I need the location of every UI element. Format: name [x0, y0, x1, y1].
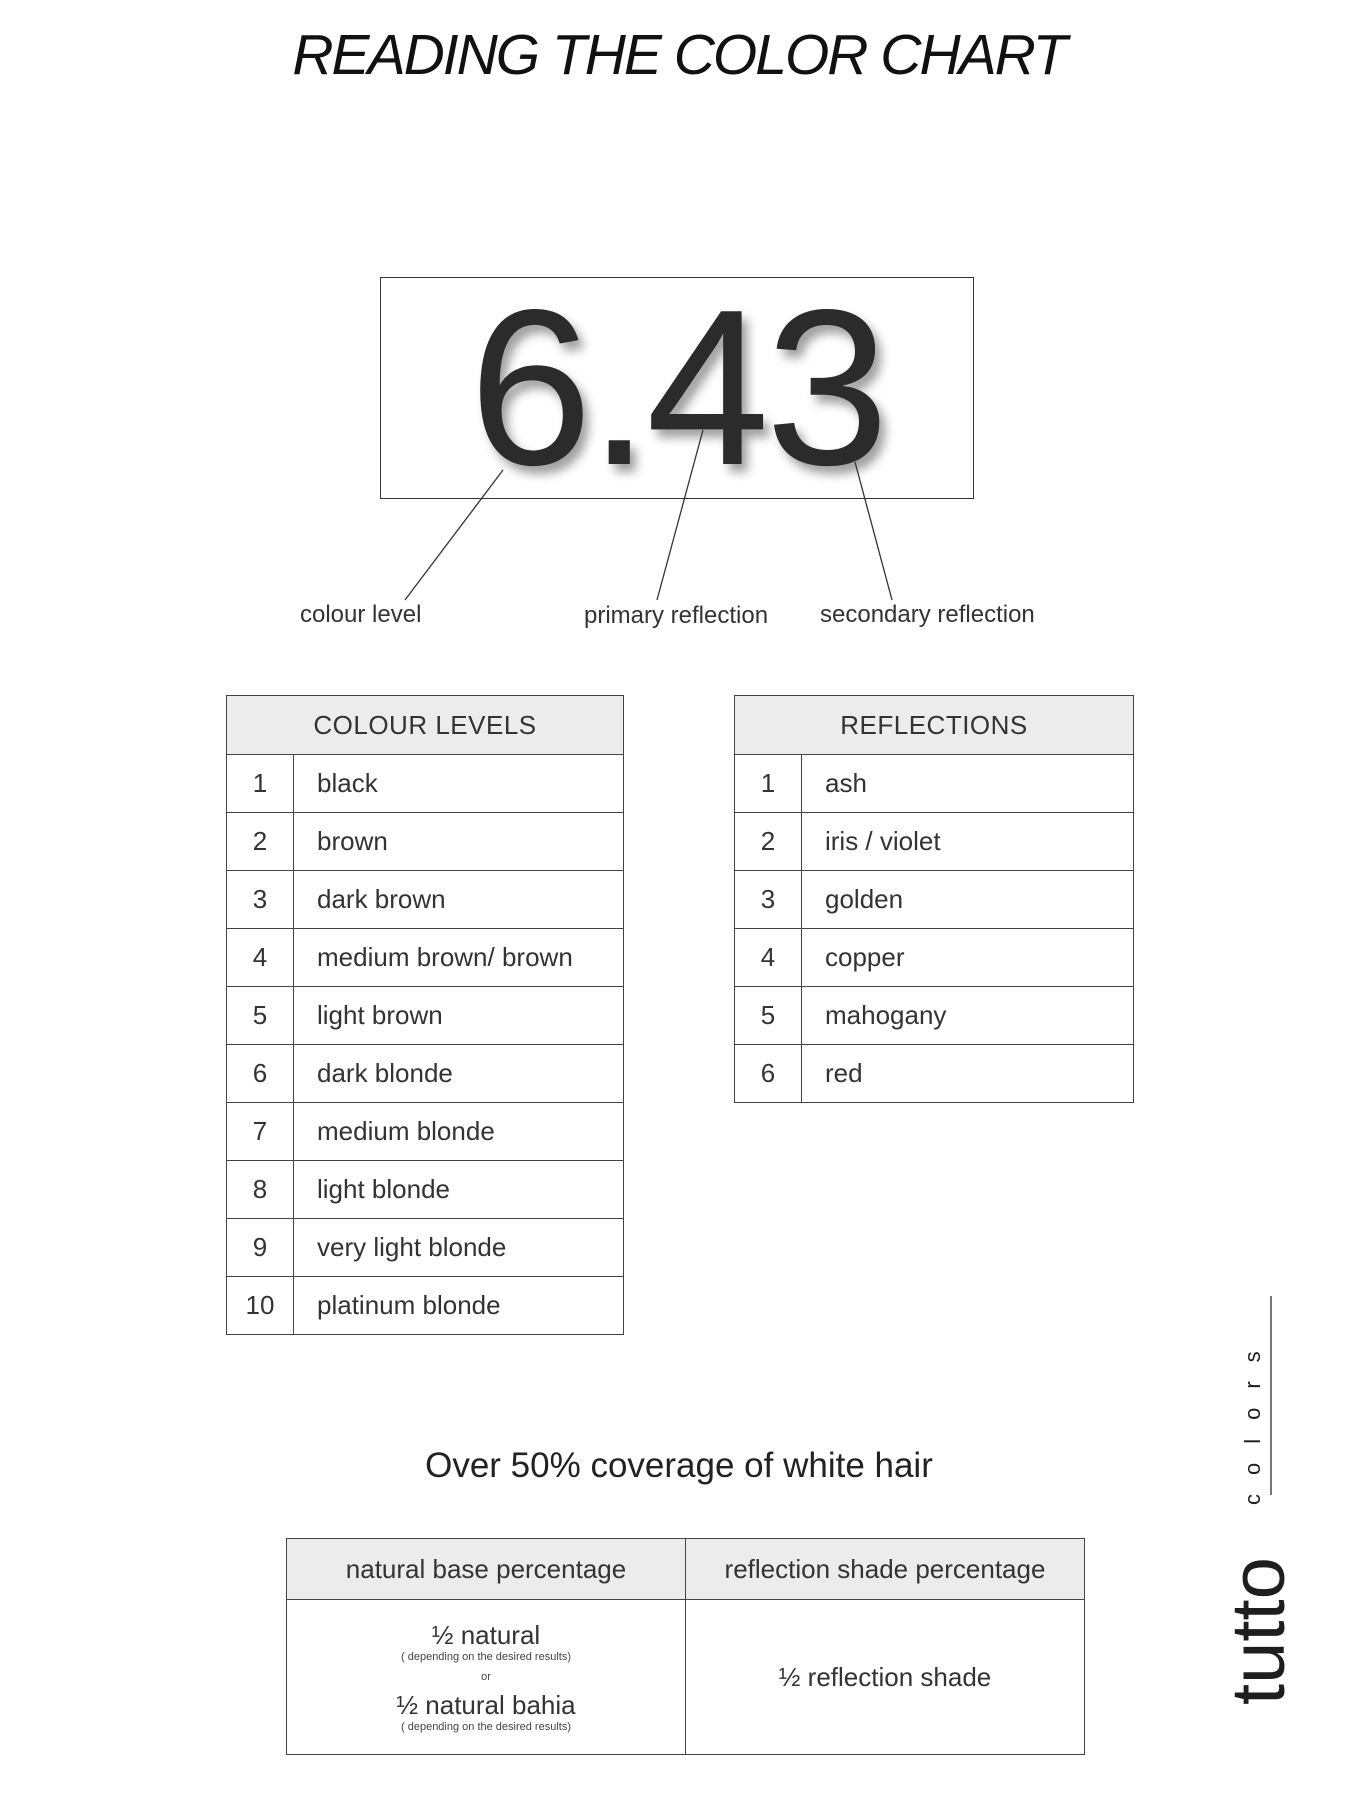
- reflection-row: [735, 755, 1134, 813]
- coverage-table: [286, 1538, 1085, 1755]
- colour-level-number: 6: [227, 1045, 294, 1103]
- colour-level-row: [227, 987, 624, 1045]
- reflections-header: REFLECTIONS: [735, 696, 1134, 755]
- colour-level-name: medium brown/ brown: [294, 929, 624, 987]
- reflection-row: [735, 871, 1134, 929]
- colour-level-number: 1: [227, 755, 294, 813]
- colour-level-name: platinum blonde: [294, 1277, 624, 1335]
- label-secondary-reflection: secondary reflection: [820, 601, 1035, 628]
- reflection-number: 6: [735, 1045, 802, 1103]
- reflection-half: ½ reflection shade: [778, 1662, 992, 1692]
- colour-level-number: 8: [227, 1161, 294, 1219]
- colour-level-name: light blonde: [294, 1161, 624, 1219]
- reflection-row: [735, 1045, 1134, 1103]
- colour-level-name: brown: [294, 813, 624, 871]
- colour-level-name: black: [294, 755, 624, 813]
- reflection-name: ash: [802, 755, 1134, 813]
- brand-sub: colors: [1240, 1332, 1265, 1505]
- depending-note-2: ( depending on the desired results): [401, 1721, 571, 1733]
- reflection-row: [735, 987, 1134, 1045]
- colour-levels-table: [226, 695, 624, 1335]
- colour-level-row: [227, 871, 624, 929]
- brand-word: tutto: [1216, 1557, 1301, 1705]
- colour-level-name: dark blonde: [294, 1045, 624, 1103]
- natural-half: ½ natural: [431, 1620, 541, 1650]
- depending-note-1: ( depending on the desired results): [401, 1651, 571, 1663]
- reflection-shade-header: reflection shade percentage: [686, 1539, 1085, 1600]
- colour-level-name: dark brown: [294, 871, 624, 929]
- reflection-shade-cell: [686, 1600, 1085, 1755]
- colour-level-name: medium blonde: [294, 1103, 624, 1161]
- colour-level-row: [227, 1161, 624, 1219]
- reflection-name: red: [802, 1045, 1134, 1103]
- colour-level-number: 10: [227, 1277, 294, 1335]
- colour-level-row: [227, 1103, 624, 1161]
- color-code-number: 6.43: [468, 264, 886, 512]
- natural-base-header: natural base percentage: [287, 1539, 686, 1600]
- page-title: READING THE COLOR CHART: [292, 23, 1066, 87]
- colour-level-number: 7: [227, 1103, 294, 1161]
- reflection-number: 5: [735, 987, 802, 1045]
- natural-bahia: ½ natural bahia: [396, 1690, 576, 1720]
- colour-level-number: 5: [227, 987, 294, 1045]
- reflection-row: [735, 929, 1134, 987]
- tutto-colors-logo: [1216, 1290, 1301, 1710]
- colour-level-row: [227, 1045, 624, 1103]
- colour-level-name: very light blonde: [294, 1219, 624, 1277]
- leader-line-secondary: [855, 462, 892, 600]
- leader-line-level: [405, 470, 503, 600]
- label-colour-level: colour level: [300, 601, 422, 628]
- reflection-row: [735, 813, 1134, 871]
- reflection-name: mahogany: [802, 987, 1134, 1045]
- reflection-name: golden: [802, 871, 1134, 929]
- colour-level-row: [227, 813, 624, 871]
- colour-levels-header: COLOUR LEVELS: [227, 696, 624, 755]
- reflection-name: copper: [802, 929, 1134, 987]
- reflections-table: [734, 695, 1134, 1103]
- coverage-heading: Over 50% coverage of white hair: [425, 1446, 933, 1485]
- colour-level-row: [227, 1219, 624, 1277]
- colour-level-row: [227, 755, 624, 813]
- reflection-name: iris / violet: [802, 813, 1134, 871]
- reflection-number: 1: [735, 755, 802, 813]
- label-primary-reflection: primary reflection: [584, 602, 769, 629]
- leader-line-primary: [657, 430, 703, 600]
- colour-level-row: [227, 929, 624, 987]
- reflection-number: 3: [735, 871, 802, 929]
- reflection-number: 2: [735, 813, 802, 871]
- reflection-number: 4: [735, 929, 802, 987]
- colour-level-number: 9: [227, 1219, 294, 1277]
- colour-level-number: 4: [227, 929, 294, 987]
- colour-level-name: light brown: [294, 987, 624, 1045]
- or-text: or: [481, 1671, 491, 1683]
- natural-base-cell: [287, 1600, 686, 1755]
- colour-level-number: 2: [227, 813, 294, 871]
- colour-level-number: 3: [227, 871, 294, 929]
- colour-level-row: [227, 1277, 624, 1335]
- leader-lines: [0, 0, 1358, 640]
